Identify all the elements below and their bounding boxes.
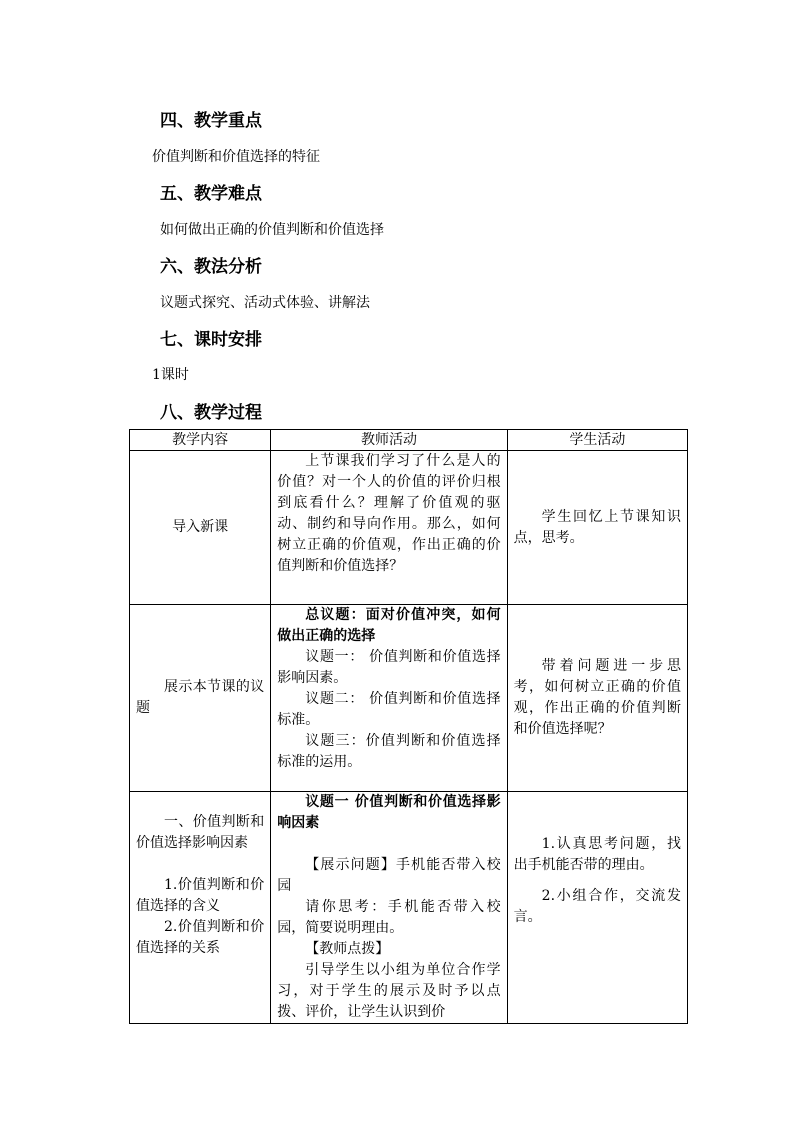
lesson-process-table bbox=[129, 429, 688, 1024]
row2-teacher-title: 总议题：面对价值冲突，如何做出正确的选择 bbox=[277, 607, 501, 644]
row3-content-item: 2.价值判断和价值选择的关系 bbox=[136, 919, 265, 956]
section-body-difficulties: 如何做出正确的价值判断和价值选择 bbox=[160, 222, 384, 238]
section-heading-difficulties: 五、教学难点 bbox=[160, 184, 262, 204]
row3-content-item: 1.价值判断和价值选择的含义 bbox=[136, 877, 265, 914]
row2-teacher bbox=[271, 605, 507, 792]
table-row bbox=[130, 792, 688, 1024]
header-content: 教学内容 bbox=[130, 430, 271, 451]
row3-student-item: 2.小组合作，交流发言。 bbox=[513, 888, 681, 925]
table-row bbox=[130, 451, 688, 605]
row3-teacher-item: 【教师点拨】 bbox=[305, 941, 390, 957]
row3-content bbox=[130, 792, 271, 1024]
row3-teacher bbox=[271, 792, 507, 1024]
section-body-schedule: 1课时 bbox=[152, 367, 189, 383]
section-body-key-points: 价值判断和价值选择的特征 bbox=[152, 149, 320, 165]
row3-teacher-item: 【展示问题】手机能否带入校园 bbox=[277, 857, 501, 894]
row2-teacher-item: 议题一： 价值判断和价值选择影响因素。 bbox=[277, 649, 501, 686]
table-header-row bbox=[130, 430, 688, 451]
row1-teacher-text: 上节课我们学习了什么是人的价值？对一个人的价值的评价归根到底看什么？理解了价值观的驱动、制约和导向作用。那么，如何树立正确的价值观，作出正确的价值判断和价值选择？ bbox=[277, 453, 501, 574]
row2-student bbox=[507, 605, 687, 792]
row3-content-item: 一、价值判断和价值选择影响因素 bbox=[136, 814, 265, 851]
row1-student-text: 学生回忆上节课知识点，思考。 bbox=[513, 508, 681, 546]
row3-teacher-item: 引导学生以小组为单位合作学习，对于学生的展示及时予以点拨、评价，让学生认识到价 bbox=[277, 962, 501, 1020]
row3-teacher-item: 请你思考：手机能否带入校园，简要说明理由。 bbox=[277, 899, 501, 936]
row2-teacher-item: 议题二： 价值判断和价值选择标准。 bbox=[277, 691, 501, 728]
row1-content-text: 导入新课 bbox=[172, 519, 229, 535]
row2-student-text: 带着问题进一步思考，如何树立正确的价值观，作出正确的价值判断和价值选择呢？ bbox=[513, 658, 681, 737]
header-student: 学生活动 bbox=[507, 430, 687, 451]
section-heading-schedule: 七、课时安排 bbox=[160, 330, 262, 350]
section-body-methods: 议题式探究、活动式体验、讲解法 bbox=[160, 295, 370, 311]
row1-student bbox=[507, 451, 687, 605]
row1-content bbox=[130, 451, 271, 605]
header-teacher: 教师活动 bbox=[271, 430, 507, 451]
row2-content-text: 展示本节课的议题 bbox=[136, 679, 265, 716]
row3-teacher-title: 议题一 价值判断和价值选择影响因素 bbox=[277, 794, 501, 831]
table-row bbox=[130, 605, 688, 792]
section-heading-methods: 六、教法分析 bbox=[160, 257, 262, 277]
row3-student bbox=[507, 792, 687, 1024]
section-heading-key-points: 四、教学重点 bbox=[160, 111, 262, 131]
section-heading-process: 八、教学过程 bbox=[160, 403, 262, 423]
row2-teacher-item: 议题三：价值判断和价值选择标准的运用。 bbox=[277, 733, 501, 770]
row1-teacher bbox=[271, 451, 507, 605]
row2-content bbox=[130, 605, 271, 792]
row3-student-item: 1.认真思考问题，找出手机能否带的理由。 bbox=[513, 836, 681, 873]
